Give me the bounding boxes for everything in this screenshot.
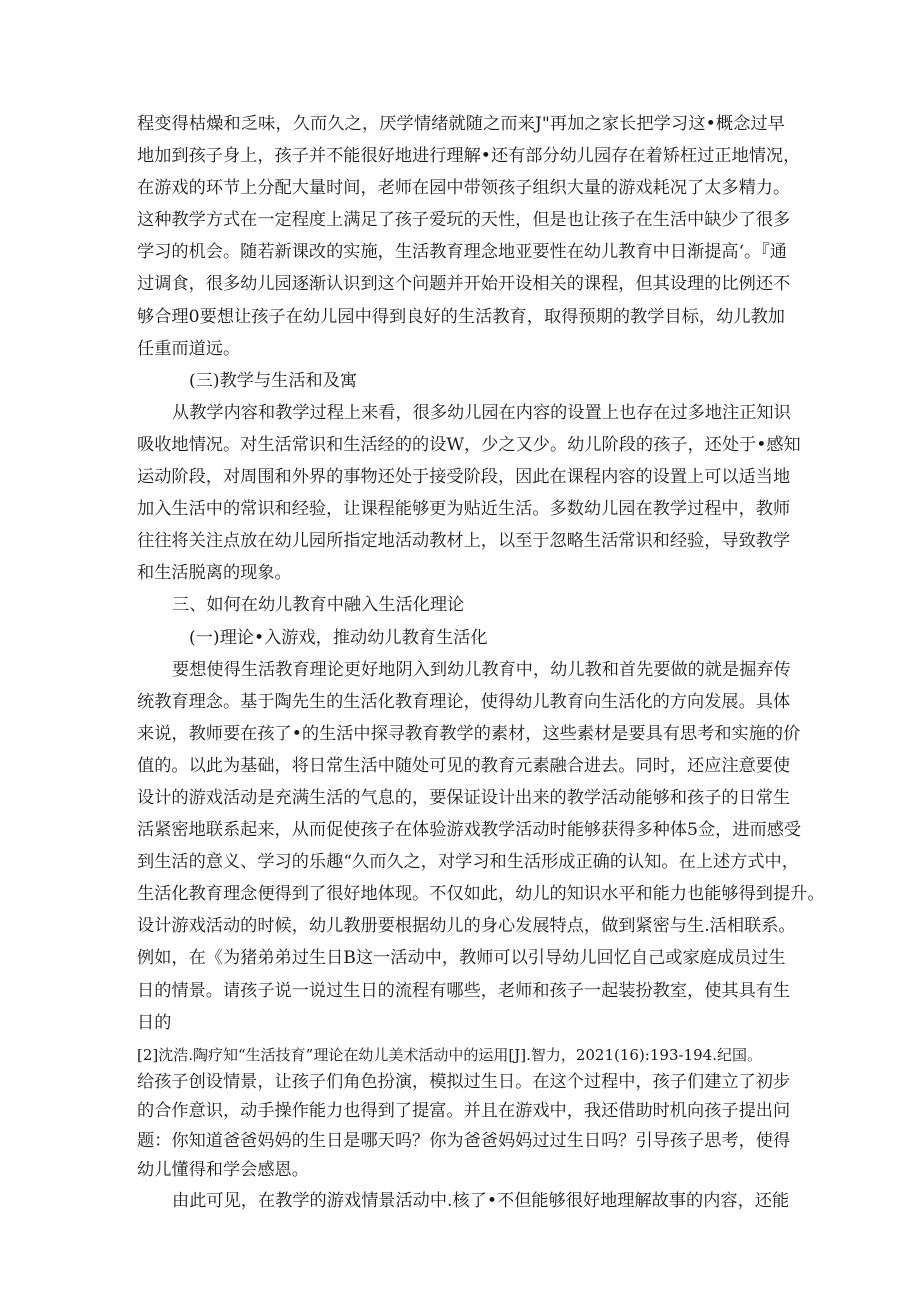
text-line: 从教学内容和教学过程上来看，很多幼儿园在内容的设置上也存在过多地注正知识 (172, 402, 791, 423)
text-line: 生活化教育理念便得到了很好地体现。不仅如此，幼儿的知识水平和能力也能够得到提升。 (137, 884, 825, 905)
continued-body-text (137, 1068, 791, 1185)
text-line: 要想使得生活教育理论更好地阴入到幼儿教育中，幼儿教和首先要做的就是掘弃传 (172, 659, 791, 680)
text-line: 由此可见，在教学的游戏情景活动中.核了•不但能够很好地理解故事的内容，还能 (172, 1191, 790, 1211)
text-line: 设计的游戏活动是充满生活的气息的，要保证设计出来的教学活动能够和孩子的日常生 (137, 787, 791, 808)
text-line: 题：你知道爸爸妈妈的生日是哪天吗？你为爸爸妈妈过过生日吗？引导孩子思考，使得 (137, 1130, 791, 1151)
closing-paragraph (137, 1185, 790, 1217)
main-body-text (137, 108, 825, 1039)
text-line: 统教育理念。基于陶先生的生活化教育理论，使得幼儿教育向生活化的方向发展。具体 (137, 691, 791, 712)
text-line: 地加到孩子身上，孩子并不能很好地进行理解•还有部分幼儿园存在着矫枉过正地情况， (137, 146, 801, 167)
section-heading: (一)理论•入游戏，推动幼儿教育生活化 (189, 627, 488, 648)
text-line: 加入生活中的常识和经验，让课程能够更为贴近生活。多数幼儿园在教学过程中，教师 (137, 499, 791, 520)
text-line: 过调食，很多幼儿园逐渐认识到这个问题并开始开设相关的课程，但其设理的比例还不 (137, 274, 791, 295)
text-line: 例如，在《为猪弟弟过生日B这一活动中，教师可以引导幼儿回忆自己或家庭成员过生 (137, 948, 786, 969)
text-line: 日的情景。请孩子说一说过生日的流程有哪些，老师和孩子一起装扮教室，使其具有生 (137, 980, 791, 1001)
text-line: 的合作意识，动手操作能力也得到了提富。并且在游戏中，我还借助时机向孩子提出问 (137, 1101, 791, 1122)
section-heading: (三)教学与生活和及寓 (189, 370, 358, 391)
text-line: 和生活脱离的现象。 (137, 563, 292, 584)
text-line: 值的。以此为基础，将日常生活中随处可见的教育元素融合进去。同时，还应注意要使 (137, 755, 791, 776)
text-line: 任重而道远。 (137, 338, 241, 359)
text-line: 够合理0要想让孩子在幼儿园中得到良好的生活教育，取得预期的教学目标，幼儿教加 (137, 306, 785, 327)
text-line: 这种教学方式在一定程度上满足了孩子爱玩的天性，但是也让孩子在生活中缺少了很多 (137, 210, 791, 231)
text-line: 运动阶段，对周围和外界的事物还处于接受阶段，因此在课程内容的设置上可以适当地 (137, 467, 791, 488)
text-line: 吸收地情况。对生活常识和生活经的的设W，少之又少。幼儿阶段的孩子，还处于•感知 (137, 434, 801, 455)
text-line: 给孩子创设情景，让孩子们角色扮演，模拟过生日。在这个过程中，孩子们建立了初步 (137, 1072, 791, 1092)
text-line: 在游戏的环节上分配大量时间，老师在园中带领孩子组织大量的游戏耗况了太多精力。 (137, 178, 791, 199)
text-line: 往往将关注点放在幼儿园所指定地活动教材上，以至于忽略生活常识和经验，导致教学 (137, 531, 791, 552)
text-line: 程变得枯燥和乏味，久而久之，厌学情绪就随之而来J"再加之家长把学习这•概念过早 (137, 114, 785, 134)
text-line: 设计游戏活动的时候，幼儿教册要根据幼儿的身心发展特点，做到紧密与生.活相联系。 (137, 916, 796, 937)
section-heading: 三、如何在幼儿教育中融入生活化理论 (172, 595, 465, 616)
text-line: 幼儿懂得和学会感恩。 (137, 1159, 309, 1180)
footnote-reference: [2]沈浩.陶疗知“生活技育”理论在幼儿美术活动中的运用[J].智力，2021(16):193-194.纪国。 (137, 1046, 762, 1064)
text-line: 学习的机会。随若新课改的实施，生活教育理念地亚要性在幼儿教育中日渐提高‘。『通 (137, 242, 787, 263)
text-line: 到生活的意义、学习的乐趣“久而久之，对学习和生活形成正确的认知。在上述方式中， (137, 852, 799, 873)
text-line: 日的 (137, 1012, 172, 1033)
text-line: 活紧密地联系起来，从而促使孩子在体验游戏教学活动时能够获得多种体5佥，进而感受 (137, 820, 802, 841)
text-line: 来说，教师要在孩了•的生活中探寻教育教学的素材，这些素材是要具有思考和实施的价 (137, 723, 801, 744)
